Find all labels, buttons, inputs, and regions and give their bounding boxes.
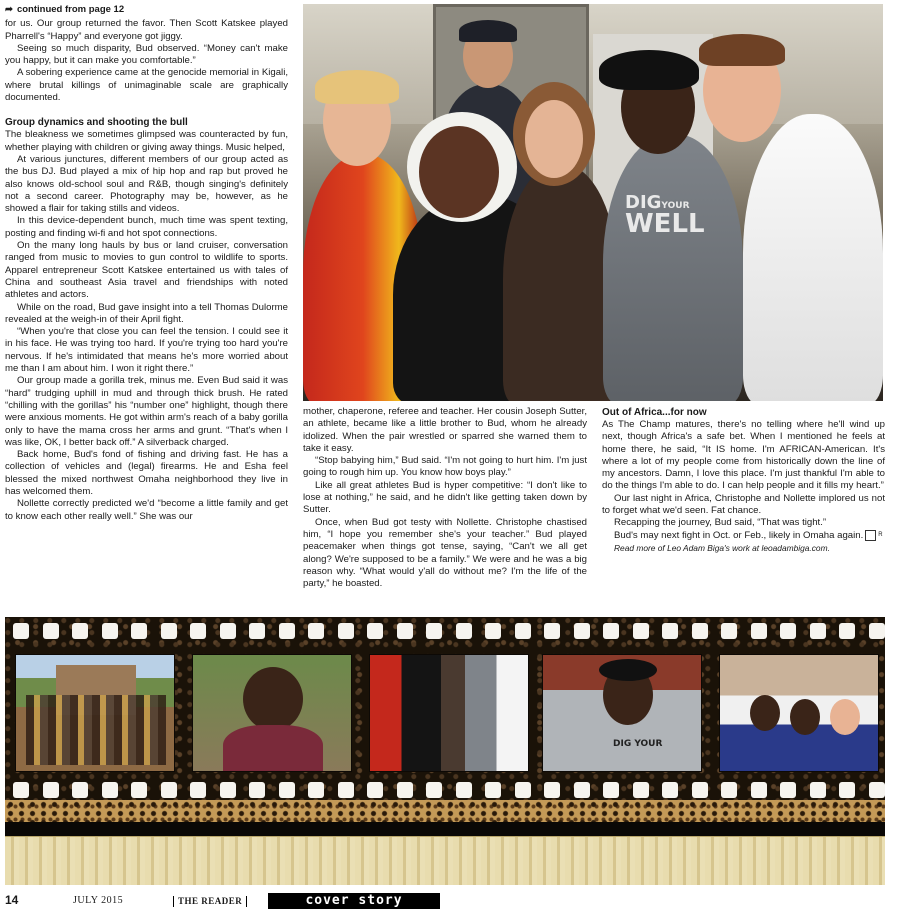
- paragraph: Once, when Bud got testy with Nollette. Christophe chastised him, “I hope you remember she's your teacher.” Bud played peacemaker when things got tense, saying, “Can't we all get along? We're supposed to be a family.” We were and he was a big reason why. “What would y'all do without me? I'm the life of the party,” he boasted.: [303, 516, 587, 590]
- sprocket-hole: [72, 623, 88, 639]
- person-grey-shirt: [603, 134, 743, 401]
- sprocket-hole: [456, 782, 472, 798]
- shirt-print: [625, 192, 705, 239]
- sprocket-hole: [633, 782, 649, 798]
- sprocket-hole: [839, 623, 855, 639]
- sprocket-hole: [308, 623, 324, 639]
- bucket-hat-icon: [599, 659, 657, 681]
- section-heading: Out of Africa...for now: [602, 407, 707, 418]
- sprocket-hole: [721, 782, 737, 798]
- film-frame-three-men: [719, 654, 879, 772]
- sprocket-hole: [603, 623, 619, 639]
- paragraph: Nollette correctly predicted we'd “become a little family and get to know each other really well.” She was our: [5, 498, 288, 522]
- sprocket-hole: [603, 782, 619, 798]
- sprocket-hole: [839, 782, 855, 798]
- continued-label: continued from page 12: [16, 4, 125, 15]
- issue-date: JULY 2015: [73, 895, 124, 906]
- sprocket-hole: [692, 782, 708, 798]
- sprocket-hole: [485, 623, 501, 639]
- sprocket-hole: [751, 623, 767, 639]
- article-column-1: [5, 4, 288, 523]
- sprocket-hole: [544, 623, 560, 639]
- paragraph: mother, chaperone, referee and teacher. Her cousin Joseph Sutter, an athlete, became like a little brother to Bud, whom he already idolized. When the pair wrestled or sparred she warned them to take it easy.: [303, 406, 587, 454]
- paragraph: While on the road, Bud gave insight into a tell Thomas Dulorme revealed at the weigh-in of their April fight.: [5, 301, 288, 325]
- paragraph: Like all great athletes Bud is hyper competitive: “I don't like to lose at nothing,” he said, and he didn't like getting taken down by Sutter.: [303, 479, 587, 516]
- film-frame-child: [192, 654, 352, 772]
- sprocket-hole: [102, 623, 118, 639]
- paragraph: for us. Our group returned the favor. Then Scott Katskee played Pharrell's “Happy” and everyone got jiggy.: [5, 18, 288, 42]
- sprocket-hole: [515, 782, 531, 798]
- paragraph: “Stop babying him,” Bud said. “I'm not going to hurt him. I'm just going to rough him up. You know how boys play.”: [303, 455, 587, 479]
- sprocket-hole: [367, 782, 383, 798]
- sprocket-hole: [220, 782, 236, 798]
- frame-face: [750, 695, 780, 731]
- sprocket-hole: [13, 623, 29, 639]
- curtain-backdrop: [5, 836, 885, 885]
- leopard-print-band: [5, 800, 885, 822]
- frame-people: [26, 695, 166, 765]
- paragraph: Our group made a gorilla trek, minus me. Even Bud said it was “hard” trudging uphill in mud and through thick brush. He rated “chilling with the gorillas” his “number one” highlight, though there were anxious moments. He got within arm's reach of a baby gorilla only to have the mama cross her arms and grunt. “That's when I was like, OK, I better back off.” A silverback charged.: [5, 375, 288, 448]
- sprocket-hole: [72, 782, 88, 798]
- sprocket-hole: [249, 623, 265, 639]
- article-column-3: [602, 406, 885, 554]
- sprocket-hole: [662, 782, 678, 798]
- sprocket-hole: [102, 782, 118, 798]
- sprocket-hole: [279, 623, 295, 639]
- sprocket-hole: [574, 623, 590, 639]
- sprocket-hole: [426, 623, 442, 639]
- sprocket-row-bottom: [5, 779, 885, 801]
- sprocket-hole: [869, 623, 885, 639]
- person-white-shirt: [743, 114, 883, 401]
- sprocket-hole: [338, 623, 354, 639]
- paragraph: In this device-dependent bunch, much time was spent texting, posting and finding wi-fi and hot spot connections.: [5, 215, 288, 239]
- person-hair: [315, 70, 399, 104]
- sprocket-hole: [43, 623, 59, 639]
- sprocket-hole: [721, 623, 737, 639]
- sprocket-hole: [131, 623, 147, 639]
- sprocket-row-top: [5, 620, 885, 642]
- bucket-hat-icon: [599, 50, 699, 90]
- paragraph: Back home, Bud's fond of fishing and driving fast. He has a collection of vehicles and (legal) firearms. He and Esha feel blessed the mixed northwest Omaha neighborhood they live in has welcomed them.: [5, 449, 288, 497]
- person-head: [525, 100, 583, 178]
- sprocket-hole: [338, 782, 354, 798]
- sprocket-hole: [869, 782, 885, 798]
- sprocket-hole: [220, 623, 236, 639]
- article-column-2: [303, 406, 587, 590]
- sprocket-hole: [485, 782, 501, 798]
- sprocket-hole: [810, 782, 826, 798]
- paragraph: As The Champ matures, there's no telling where he'll wind up next, though Africa's a safe bet. When I mentioned he feels at home there, he said, “It IS home. I'm AFRICAN-American. It's where a lot of my people come from historically down the line of my ancestors. Damn, I love this place. I'm just thankful I'm able to do the things I'm able to do. I can help people and it fills my heart.”: [602, 419, 885, 492]
- sprocket-hole: [43, 782, 59, 798]
- frame-child-face: [243, 667, 303, 731]
- person-head: [419, 126, 499, 218]
- page-number: 14: [5, 893, 19, 907]
- sprocket-hole: [515, 623, 531, 639]
- main-group-photo: [303, 4, 883, 401]
- film-strip: [5, 617, 885, 822]
- film-frame-group: [369, 654, 529, 772]
- film-frame-man-hat: [542, 654, 702, 772]
- paragraph: At various junctures, different members of our group acted as the bus DJ. Bud played a mix of hip hop and rap but proved he also knows old-school soul and R&B, though singing's definitely not a second career. Photography may be, however, as he showed a flair for taking stills and videos.: [5, 153, 288, 215]
- shirt-text: DIG: [625, 192, 662, 213]
- frame-shirt-text: DIG YOUR: [613, 739, 663, 749]
- film-frame-village: [15, 654, 175, 772]
- sprocket-hole: [367, 623, 383, 639]
- continued-line: [5, 4, 288, 16]
- sprocket-hole: [13, 782, 29, 798]
- sprocket-hole: [456, 623, 472, 639]
- sprocket-hole: [190, 623, 206, 639]
- sprocket-hole: [161, 623, 177, 639]
- sprocket-hole: [662, 623, 678, 639]
- author-credit: Read more of Leo Adam Biga's work at leoadambiga.com.: [614, 543, 830, 553]
- frame-face: [790, 699, 820, 735]
- sprocket-hole: [161, 782, 177, 798]
- sprocket-hole: [692, 623, 708, 639]
- sprocket-hole: [544, 782, 560, 798]
- page-footer: [5, 893, 885, 911]
- sprocket-hole: [279, 782, 295, 798]
- cap-icon: [459, 20, 517, 42]
- sprocket-hole: [780, 782, 796, 798]
- paragraph: Seeing so much disparity, Bud observed. “Money can't make you happy, but it can make you comfortable.”: [5, 42, 288, 67]
- sprocket-hole: [751, 782, 767, 798]
- sprocket-hole: [249, 782, 265, 798]
- sprocket-hole: [397, 782, 413, 798]
- section-label: cover story: [268, 893, 440, 909]
- frame-face: [830, 699, 860, 735]
- sprocket-hole: [810, 623, 826, 639]
- sprocket-hole: [574, 782, 590, 798]
- sprocket-hole: [633, 623, 649, 639]
- paragraph: A sobering experience came at the genocide memorial in Kigali, where brutal killings of unimaginable scale are graphically documented.: [5, 67, 288, 104]
- sprocket-hole: [131, 782, 147, 798]
- shirt-text: YOUR: [661, 201, 690, 211]
- paragraph: The bleakness we sometimes glimpsed was counteracted by fun, whether playing with children or giving away things. Music helped,: [5, 129, 288, 153]
- person-brunette: [503, 164, 618, 401]
- sprocket-hole: [780, 623, 796, 639]
- paragraph: Our last night in Africa, Christophe and Nollette implored us not to forget what we'd seen. Fat chance.: [602, 492, 885, 517]
- frame-child-shirt: [223, 725, 323, 772]
- paragraph: “When you're that close you can feel the tension. I could see it in his face. He was trying too hard. If you're trying too hard you're nervous. If he's intimidated that means he's more worried about me than I am about him. I won it right there.”: [5, 326, 288, 375]
- continued-arrow-icon: ➦: [5, 4, 13, 15]
- shirt-text: WELL: [625, 209, 705, 239]
- sprocket-hole: [190, 782, 206, 798]
- sprocket-hole: [397, 623, 413, 639]
- sprocket-hole: [426, 782, 442, 798]
- publication-name: THE READER: [173, 896, 247, 907]
- sprocket-hole: [308, 782, 324, 798]
- section-heading: Group dynamics and shooting the bull: [5, 117, 188, 129]
- paragraph: On the many long hauls by bus or land cruiser, conversation ranged from music to movies to gun control to wildlife to sports. Apparel entrepreneur Scott Katskee entertained us with tales of China and southeast Asia travel and friendships with noted athletes and actors.: [5, 240, 288, 301]
- paragraph: [602, 530, 885, 542]
- paragraph-text: Bud's may next fight in Oct. or Feb., likely in Omaha again.: [614, 529, 864, 541]
- person-hair: [699, 34, 785, 66]
- end-mark-icon: R: [865, 530, 876, 541]
- paragraph: Recapping the journey, Bud said, “That was tight.”: [614, 517, 827, 529]
